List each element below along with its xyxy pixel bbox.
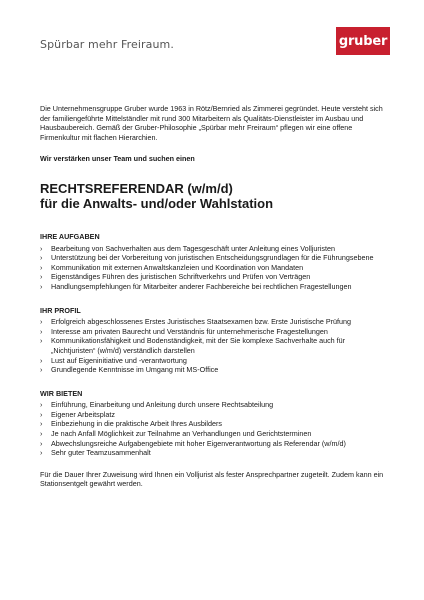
list-item: › Grundlegende Kenntnisse im Umgang mit MS-Office bbox=[40, 365, 219, 375]
bullet-icon: › bbox=[40, 317, 43, 327]
job-title-line-1: RECHTSREFERENDAR (w/m/d) bbox=[40, 180, 233, 196]
list-item: › Kommunikationsfähigkeit und Bodenständigkeit, mit der Sie komplexe Sachverhalte auch für „Nichtjuristen“ (w/m/d) verständlich darstellen bbox=[40, 336, 346, 355]
bullet-icon: › bbox=[40, 365, 43, 375]
bullet-icon: › bbox=[40, 438, 43, 448]
list-bieten bbox=[40, 400, 388, 458]
list-item: › Abwechslungsreiche Aufgabengebiete mit hoher Eigenverantwortung als Referendar (w/m/d) bbox=[40, 438, 346, 448]
bullet-icon: › bbox=[40, 429, 43, 439]
list-item: › Kommunikation mit externen Anwaltskanzleien und Koordination von Mandaten bbox=[40, 262, 304, 272]
lead-sentence: Wir verstärken unser Team und suchen einen bbox=[40, 154, 195, 164]
bullet-icon: › bbox=[40, 336, 43, 346]
job-posting bbox=[40, 104, 388, 489]
bullet-icon: › bbox=[40, 262, 43, 272]
list-profil bbox=[40, 317, 388, 375]
bullet-icon: › bbox=[40, 326, 43, 336]
list-item: › Einführung, Einarbeitung und Anleitung durch unsere Rechtsabteilung bbox=[40, 400, 274, 410]
list-item: › Eigenständiges Führen des juristischen Schriftverkehrs und Prüfen von Verträgen bbox=[40, 272, 311, 282]
section-title-bieten: WIR BIETEN bbox=[40, 388, 83, 398]
bullet-icon: › bbox=[40, 281, 43, 291]
logo-text: gruber bbox=[338, 33, 388, 49]
list-item: › Erfolgreich abgeschlossenes Erstes Juristisches Staatsexamen bzw. Erste Juristische Prüfung bbox=[40, 317, 352, 327]
closing-paragraph: Für die Dauer Ihrer Zuweisung wird Ihnen ein Volljurist als fester Ansprechpartner zugeteilt. Zudem kann ein Stationsentgelt gewährt werden. bbox=[40, 469, 384, 489]
list-item: › Sehr guter Teamzusammenhalt bbox=[40, 448, 151, 458]
company-slogan: Spürbar mehr Freiraum. bbox=[40, 38, 174, 51]
list-aufgaben bbox=[40, 244, 388, 292]
bullet-icon: › bbox=[40, 355, 43, 365]
bullet-icon: › bbox=[40, 448, 43, 458]
list-item: › Interesse am privaten Baurecht und Verständnis für unternehmerische Fragestellungen bbox=[40, 326, 328, 336]
list-item: › Lust auf Eigeninitiative und -verantwortung bbox=[40, 355, 187, 365]
section-bieten bbox=[40, 389, 388, 458]
bullet-icon: › bbox=[40, 272, 43, 282]
job-title-line-2: für die Anwalts- und/oder Wahlstation bbox=[40, 195, 274, 211]
list-item: › Je nach Anfall Möglichkeit zur Teilnahme an Verhandlungen und Gerichtsterminen bbox=[40, 429, 312, 439]
list-item: › Handlungsempfehlungen für Mitarbeiter anderer Fachbereiche bei rechtlichen Fragestellungen bbox=[40, 281, 352, 291]
section-profil bbox=[40, 306, 388, 375]
section-title-aufgaben: IHRE AUFGABEN bbox=[40, 231, 100, 241]
section-title-profil: IHR PROFIL bbox=[40, 305, 81, 315]
bullet-icon: › bbox=[40, 243, 43, 253]
bullet-icon: › bbox=[40, 253, 43, 263]
company-intro: Die Unternehmensgruppe Gruber wurde 1963 in Rötz/Bernried als Zimmerei gegründet. Heute versteht sich der familiengeführte Mittelständler mit rund 300 Mitarbeitern als Qualitäts-Dienstleister im Ausbau und Hausbaubereich. Gemäß der Gruber-Philosophie „Spürbar mehr Freiraum“ pflegen wir eine offene Firmenkultur mit flachen Hierarchien. bbox=[40, 104, 383, 142]
gruber-logo bbox=[336, 27, 390, 55]
job-title bbox=[40, 181, 388, 211]
bullet-icon: › bbox=[40, 400, 43, 410]
section-aufgaben bbox=[40, 232, 388, 292]
list-item: › Bearbeitung von Sachverhalten aus dem Tagesgeschäft unter Anleitung eines Volljuristen bbox=[40, 243, 335, 253]
list-item: › Einbeziehung in die praktische Arbeit Ihres Ausbilders bbox=[40, 419, 223, 429]
bullet-icon: › bbox=[40, 409, 43, 419]
bullet-icon: › bbox=[40, 419, 43, 429]
list-item: › Unterstützung bei der Vorbereitung von juristischen Entscheidungsgrundlagen für die Führungsebene bbox=[40, 253, 374, 263]
list-item: › Eigener Arbeitsplatz bbox=[40, 409, 115, 419]
